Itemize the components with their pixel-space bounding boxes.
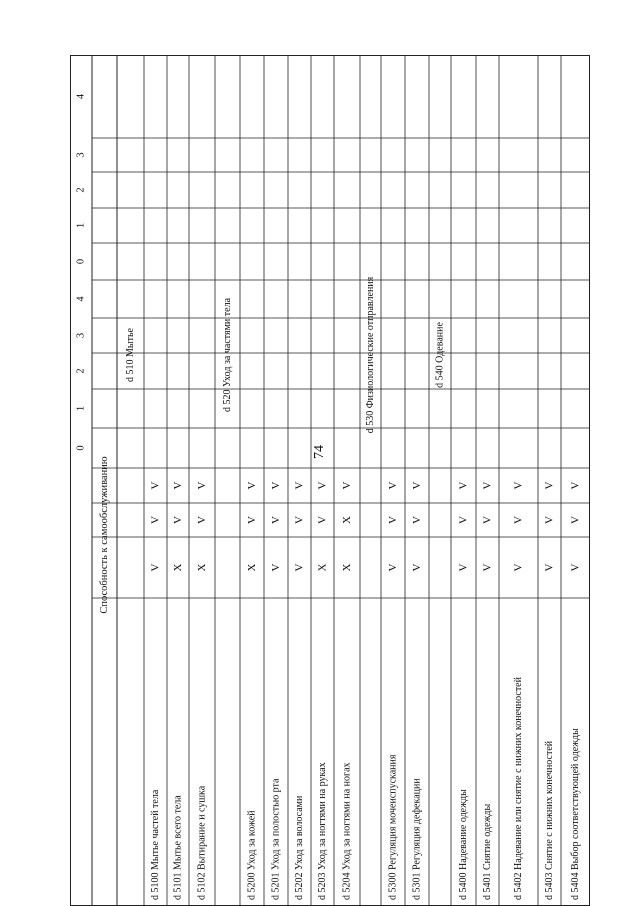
row-label: d 5202 Уход за волосами	[294, 795, 305, 900]
scale-header-0: 0	[75, 445, 87, 451]
row-mark: V	[172, 481, 184, 490]
scale-header-4: 4	[75, 93, 87, 100]
row-label: d 5402 Надевание или снятие с нижних конечностей	[513, 677, 524, 900]
row-mark: V	[196, 481, 208, 490]
row-label: d 5403 Снятие с нижних конечностей	[544, 740, 555, 900]
row-mark: V	[457, 563, 470, 572]
row-mark: V	[316, 481, 329, 490]
page-number: 74	[312, 445, 327, 459]
row-mark: V	[411, 563, 423, 572]
row-mark: V	[543, 563, 556, 572]
scale-header-0: 0	[75, 258, 87, 265]
row-mark: V	[543, 481, 556, 490]
row-mark: X	[246, 563, 258, 572]
group-cell	[361, 56, 381, 905]
scale-header-4: 4	[75, 296, 87, 302]
row-mark: X	[196, 563, 208, 572]
row-mark: X	[316, 563, 329, 572]
row-mark: V	[481, 481, 494, 490]
row-mark: V	[149, 481, 162, 490]
scale-header-2: 2	[75, 187, 87, 193]
row-mark: V	[246, 481, 258, 490]
row-label: d 5102 Вытирание и сушка	[196, 785, 208, 900]
row-mark: V	[569, 481, 582, 490]
row-mark: V	[457, 481, 470, 490]
row-mark: V	[387, 481, 399, 490]
scale-header-2: 2	[75, 368, 87, 374]
row-mark: V	[293, 563, 306, 572]
row-label: d 5100 Мытье частей тела	[150, 789, 161, 900]
row-label: d 5404 Выбор соответствующей одежды	[570, 728, 581, 900]
row-label: d 5400 Надевание одежды	[458, 789, 469, 900]
group-cell	[216, 56, 240, 905]
row-mark: V	[481, 516, 494, 524]
row-mark: V	[543, 516, 556, 524]
row-mark: V	[569, 516, 582, 524]
assessment-table-grid	[70, 55, 590, 906]
row-label: d 5300 Регуляция мочеиспускания	[387, 754, 399, 900]
row-mark: V	[270, 481, 282, 490]
scale-header-3: 3	[75, 152, 87, 158]
scale-header-3: 3	[75, 332, 87, 339]
row-mark: V	[569, 563, 582, 572]
row-label: d 5203 Уход за ногтями на руках	[317, 762, 328, 900]
row-mark: V	[341, 481, 353, 490]
row-mark: V	[293, 481, 306, 490]
row-mark: V	[512, 481, 525, 490]
group-cell	[430, 56, 451, 905]
assessment-table	[70, 55, 590, 906]
row-mark: V	[512, 516, 525, 524]
row-mark: V	[149, 516, 162, 524]
row-mark: V	[387, 516, 399, 524]
row-mark: V	[481, 563, 494, 572]
row-label: d 5201 Уход за полостью рта	[270, 778, 282, 900]
row-mark: V	[316, 516, 329, 524]
row-label: d 5204 Уход за ногтями на ногах	[341, 762, 353, 900]
row-mark: V	[387, 563, 399, 572]
group-heading: d 520 Уход за частями тела	[222, 297, 233, 413]
row-mark: V	[411, 481, 423, 490]
group-heading: d 510 Мытье	[125, 328, 136, 382]
row-mark: V	[293, 516, 306, 524]
group-heading: d 530 Физиологические отправления	[365, 276, 376, 434]
row-mark: V	[411, 516, 423, 524]
row-mark: X	[172, 563, 184, 572]
row-mark: V	[172, 516, 184, 524]
row-mark: V	[512, 563, 525, 572]
row-label: d 5101 Мытье всего тела	[172, 795, 184, 900]
scale-header-1: 1	[75, 405, 87, 412]
row-mark: X	[341, 516, 353, 524]
row-mark: V	[246, 516, 258, 524]
group-cell	[118, 56, 144, 905]
row-mark: V	[196, 516, 208, 524]
row-mark: V	[149, 563, 162, 572]
group-heading: d 540 Одевание	[434, 322, 446, 388]
row-label: d 5301 Регуляция дефекации	[411, 778, 423, 900]
table-border	[71, 56, 590, 906]
row-mark: V	[270, 563, 282, 572]
row-mark: V	[457, 516, 470, 524]
row-label: d 5401 Снятие одежды	[482, 803, 493, 900]
section-title: Способность к самообслуживанию	[99, 456, 110, 614]
row-label: d 5200 Уход за кожей	[246, 810, 258, 900]
row-mark: V	[270, 516, 282, 524]
row-mark: X	[341, 563, 353, 572]
scale-header-1: 1	[75, 222, 87, 229]
